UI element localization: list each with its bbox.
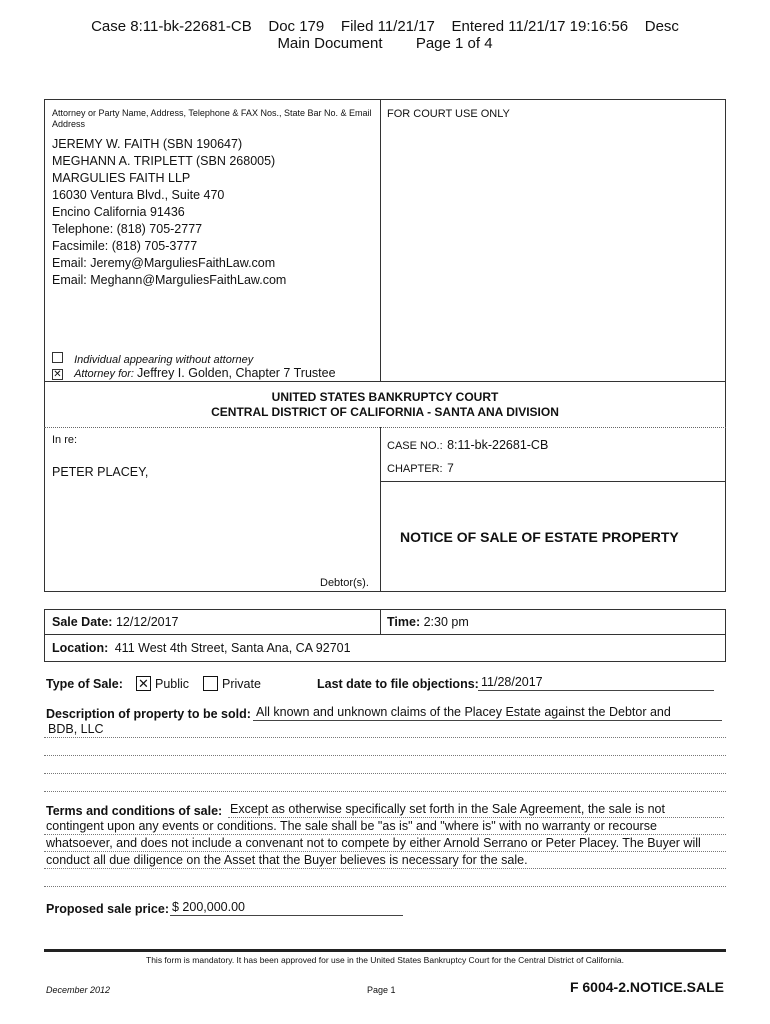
individual-option: [52, 352, 253, 366]
attorney-line: Email: Meghann@MarguliesFaithLaw.com: [52, 273, 287, 287]
type-of-sale-text: Type of Sale: [46, 677, 119, 691]
price-value: $ 200,000.00: [172, 900, 245, 914]
attorney-checkbox[interactable]: ✕: [53, 369, 62, 380]
in-re-label: In re:: [52, 434, 78, 446]
terms-line1[interactable]: [228, 802, 724, 818]
description-line3[interactable]: [44, 738, 726, 756]
mandatory-notice: This form is mandatory. It has been approved for use in the United States Bankruptcy Court for the Central District of California.: [146, 955, 624, 965]
public-checkbox[interactable]: ✕: [136, 676, 151, 691]
court-name: [44, 390, 726, 420]
terms-text3: whatsoever, and does not include a convenant not to compete by either Arnold Serrano or Peter Placey. The Buyer will: [46, 836, 701, 850]
court-use-label: FOR COURT USE ONLY: [387, 108, 510, 120]
debtor-label: Debtor(s).: [320, 577, 369, 589]
chapter: [387, 459, 454, 477]
court-line1: UNITED STATES BANKRUPTCY COURT: [271, 390, 499, 404]
price-label: Proposed sale price:: [46, 902, 169, 916]
sale-location: [52, 641, 351, 655]
public-label: Public: [155, 677, 190, 691]
attorney-line: Facsimile: (818) 705-3777: [52, 239, 198, 253]
sale-date-value: 12/12/2017: [115, 615, 179, 629]
individual-checkbox[interactable]: [52, 352, 63, 363]
description-text1: All known and unknown claims of the Placey Estate against the Debtor and: [256, 705, 671, 719]
divider: [44, 427, 726, 428]
attorney-line: JEREMY W. FAITH (SBN 190647): [52, 137, 243, 151]
terms-text4: conduct all due diligence on the Asset that the Buyer believes is necessary for the sale.: [46, 853, 528, 867]
description-label: Description of property to be sold:: [46, 707, 251, 721]
location-value: 411 West 4th Street, Santa Ana, CA 92701: [114, 641, 351, 655]
attorney-line: Encino California 91436: [52, 205, 185, 219]
attorney-line: MARGULIES FAITH LLP: [52, 171, 191, 185]
footer-page: Page 1: [367, 985, 396, 995]
sale-date: [52, 615, 179, 629]
description-line1[interactable]: [253, 705, 722, 721]
footer-date: December 2012: [46, 985, 111, 995]
chapter-value: 7: [447, 461, 454, 475]
type-of-sale-label: Type of Sale:: [46, 677, 123, 691]
vertical-divider: [380, 427, 381, 592]
sale-time-value: 2:30 pm: [423, 615, 469, 629]
notice-title: NOTICE OF SALE OF ESTATE PROPERTY: [400, 529, 679, 545]
objections-date-value: 11/28/2017: [481, 675, 543, 689]
attorney-line: MEGHANN A. TRIPLETT (SBN 268005): [52, 154, 276, 168]
description-line2[interactable]: [44, 722, 726, 738]
description-line4[interactable]: [44, 756, 726, 774]
terms-line5[interactable]: [44, 869, 726, 887]
attorney-line: Telephone: (818) 705-2777: [52, 222, 203, 236]
description-label-text: Description of property to be sold: [46, 707, 247, 721]
objections-date[interactable]: [478, 675, 714, 691]
debtor-name: PETER PLACEY,: [52, 465, 149, 479]
attorney-option: [52, 366, 336, 380]
chapter-label: CHAPTER:: [387, 463, 443, 475]
terms-line4[interactable]: [44, 853, 726, 869]
objections-label: Last date to file objections:: [317, 677, 479, 691]
form-number: F 6004-2.NOTICE.SALE: [569, 979, 724, 995]
case-header-line2: Main Document Page 1 of 4: [277, 35, 493, 52]
case-header-line1: Case 8:11-bk-22681-CB Doc 179 Filed 11/21/17 Entered 11/21/17 19:16:56 Desc: [91, 18, 679, 35]
vertical-divider: [380, 609, 381, 634]
sale-time-label: Time:: [387, 615, 421, 629]
private-checkbox[interactable]: [203, 676, 218, 691]
case-number: [387, 436, 548, 454]
divider: [44, 381, 726, 382]
attorney-line: 16030 Ventura Blvd., Suite 470: [52, 188, 225, 202]
attorney-for-value: Jeffrey I. Golden, Chapter 7 Trustee: [137, 366, 336, 380]
terms-text1: Except as otherwise specifically set forth in the Sale Agreement, the sale is not: [230, 802, 665, 816]
court-line2: CENTRAL DISTRICT OF CALIFORNIA - SANTA ANA DIVISION: [211, 405, 559, 419]
divider: [44, 634, 726, 635]
attorney-line: Email: Jeremy@MarguliesFaithLaw.com: [52, 256, 276, 270]
description-text2: BDB, LLC: [48, 722, 104, 736]
sale-date-label: Sale Date:: [52, 615, 113, 629]
case-no-value: 8:11-bk-22681-CB: [447, 438, 549, 452]
location-label: Location:: [52, 641, 109, 655]
price-label-text: Proposed sale price: [46, 902, 165, 916]
divider: [380, 481, 726, 482]
footer-rule: [44, 949, 726, 952]
terms-line2[interactable]: [44, 819, 726, 835]
terms-line3[interactable]: [44, 836, 726, 852]
attorney-block: [52, 136, 372, 289]
sale-time: [387, 615, 469, 629]
attorney-label: Attorney or Party Name, Address, Telephone & FAX Nos., State Bar No. & Email Address: [52, 108, 372, 129]
vertical-divider: [380, 99, 381, 381]
attorney-for-label: Attorney for:: [74, 368, 134, 380]
objections-text: Last date to file objections: [317, 677, 475, 691]
case-no-label: CASE NO.:: [387, 440, 443, 452]
private-label: Private: [222, 677, 261, 691]
individual-label: Individual appearing without attorney: [74, 354, 254, 366]
terms-text2: contingent upon any events or conditions. The sale shall be "as is" and "where is" with no warranty or recourse: [46, 819, 657, 833]
terms-label-text: Terms and conditions of sale: [46, 804, 219, 818]
price-field[interactable]: [170, 900, 403, 916]
description-line5[interactable]: [44, 774, 726, 792]
terms-label: Terms and conditions of sale:: [46, 804, 223, 818]
